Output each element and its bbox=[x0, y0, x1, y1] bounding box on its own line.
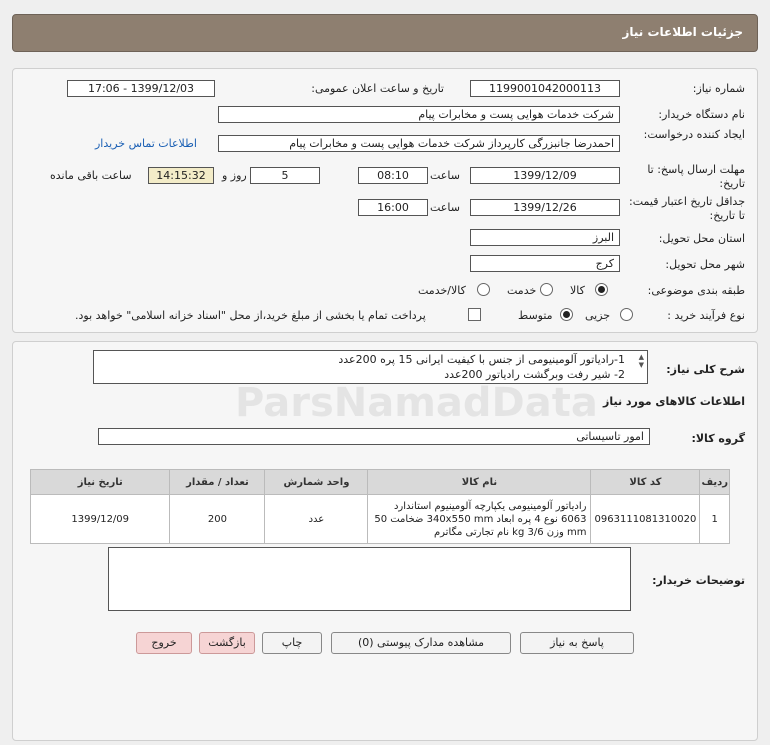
treasury-payment-checkbox[interactable] bbox=[468, 308, 481, 321]
reply-time-label: ساعت bbox=[430, 169, 460, 182]
category-label: طبقه بندی موضوعی: bbox=[647, 284, 745, 297]
summary-line-2: 2- شیر رفت وبرگشت رادیاتور 200عدد bbox=[444, 368, 625, 381]
validity-time-field: 16:00 bbox=[358, 199, 428, 216]
province-field: البرز bbox=[470, 229, 620, 246]
need-number-label: شماره نیاز: bbox=[692, 82, 745, 95]
creator-field: احمدرضا جانبزرگی کارپرداز شرکت خدمات هوایی پست و مخابرات پیام bbox=[218, 135, 620, 152]
category-service-label: خدمت bbox=[507, 284, 537, 297]
goods-table bbox=[30, 469, 730, 544]
col-code: کد کالا bbox=[591, 470, 700, 495]
buyer-notes-label: توضیحات خریدار: bbox=[652, 574, 745, 587]
page-title: جزئیات اطلاعات نیاز bbox=[622, 25, 743, 39]
reply-deadline-label: مهلت ارسال پاسخ: تا تاریخ: bbox=[647, 163, 745, 190]
category-service-radio[interactable] bbox=[540, 283, 553, 296]
col-name: نام کالا bbox=[368, 470, 591, 495]
days-field: 5 bbox=[250, 167, 320, 184]
category-goods-radio[interactable] bbox=[595, 283, 608, 296]
scroll-arrows-icon[interactable]: ▲ ▼ bbox=[638, 353, 644, 369]
category-goods-label: کالا bbox=[570, 284, 585, 297]
city-field: کرج bbox=[470, 255, 620, 272]
reply-time-field: 08:10 bbox=[358, 167, 428, 184]
city-label: شهر محل تحویل: bbox=[665, 258, 745, 271]
goods-group-field: امور تاسیساتی bbox=[98, 428, 650, 445]
cell-qty: 200 bbox=[170, 495, 265, 544]
days-label: روز و bbox=[222, 169, 247, 182]
back-button[interactable]: بازگشت bbox=[199, 632, 255, 654]
treasury-payment-text: پرداخت تمام یا بخشی از مبلغ خرید،از محل "اسناد خزانه اسلامی" خواهد بود. bbox=[75, 309, 426, 322]
need-number-field: 1199001042000113 bbox=[470, 80, 620, 97]
announce-label: تاریخ و ساعت اعلان عمومی: bbox=[311, 82, 444, 95]
buyer-org-label: نام دستگاه خریدار: bbox=[658, 108, 745, 121]
goods-group-label: گروه کالا: bbox=[691, 432, 745, 445]
summary-line-1: 1-رادیاتور آلومینیومی از جنس با کیفیت ایرانی 15 پره 200عدد bbox=[338, 353, 625, 366]
cell-code: 0963111081310020 bbox=[591, 495, 700, 544]
category-both-label: کالا/خدمت bbox=[418, 284, 466, 297]
summary-textarea[interactable] bbox=[93, 350, 648, 384]
remaining-label: ساعت باقی مانده bbox=[50, 169, 132, 182]
cell-unit: عدد bbox=[265, 495, 368, 544]
buyer-notes-field bbox=[108, 547, 631, 611]
col-row: ردیف bbox=[700, 470, 730, 495]
process-partial-label: جزیی bbox=[585, 309, 611, 322]
attachments-button[interactable]: مشاهده مدارک پیوستی (0) bbox=[331, 632, 511, 654]
process-medium-radio[interactable] bbox=[560, 308, 573, 321]
announce-field: 1399/12/03 - 17:06 bbox=[67, 80, 215, 97]
cell-row: 1 bbox=[700, 495, 730, 544]
validity-label: جداقل تاریخ اعتبار قیمت: تا تاریخ: bbox=[629, 195, 745, 222]
summary-label: شرح کلی نیاز: bbox=[666, 363, 745, 376]
col-unit: واحد شمارش bbox=[265, 470, 368, 495]
process-label: نوع فرآیند خرید : bbox=[667, 309, 745, 322]
creator-label: ایجاد کننده درخواست: bbox=[643, 128, 745, 141]
cell-name: رادیاتور آلومینیومی یکپارچه آلومینیوم استاندارد 6063 نوع 4 پره ابعاد 340x550 mm ضخامت 50 mm وزن 3/6 kg نام تجارتی مگاترم bbox=[368, 495, 591, 544]
col-qty: تعداد / مقدار bbox=[170, 470, 265, 495]
reply-button[interactable]: پاسخ به نیاز bbox=[520, 632, 634, 654]
exit-button[interactable]: خروج bbox=[136, 632, 192, 654]
contact-buyer-link[interactable]: اطلاعات تماس خریدار bbox=[95, 137, 197, 150]
remaining-time-field: 14:15:32 bbox=[148, 167, 214, 184]
validity-time-label: ساعت bbox=[430, 201, 460, 214]
cell-date: 1399/12/09 bbox=[31, 495, 170, 544]
province-label: استان محل تحویل: bbox=[658, 232, 745, 245]
goods-section-title: اطلاعات کالاهای مورد نیاز bbox=[603, 395, 745, 408]
table-header-row bbox=[31, 470, 730, 495]
process-medium-label: متوسط bbox=[518, 309, 553, 322]
process-partial-radio[interactable] bbox=[620, 308, 633, 321]
table-row bbox=[31, 495, 730, 544]
validity-date-field: 1399/12/26 bbox=[470, 199, 620, 216]
print-button[interactable]: چاپ bbox=[262, 632, 322, 654]
page-header bbox=[12, 14, 758, 52]
category-both-radio[interactable] bbox=[477, 283, 490, 296]
col-date: تاریخ نیاز bbox=[31, 470, 170, 495]
buyer-org-field: شرکت خدمات هوایی پست و مخابرات پیام bbox=[218, 106, 620, 123]
reply-date-field: 1399/12/09 bbox=[470, 167, 620, 184]
